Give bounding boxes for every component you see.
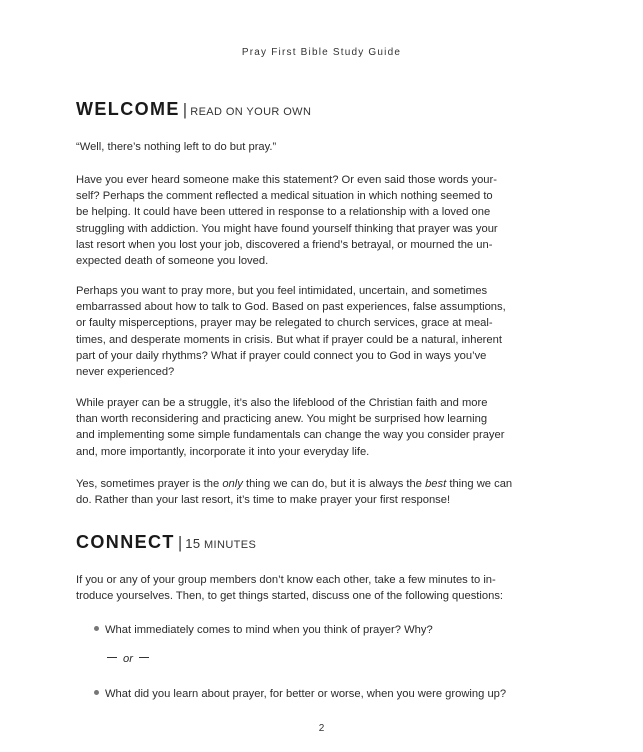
heading-divider: | xyxy=(182,100,188,119)
welcome-paragraph-3 xyxy=(76,395,556,460)
text-line: Have you ever heard someone make this statement? Or even said those words your- xyxy=(76,174,497,186)
emphasis-only: only xyxy=(222,478,243,490)
connect-heading xyxy=(76,532,256,553)
question-text: What immediately comes to mind when you think of prayer? Why? xyxy=(105,624,433,636)
page-number: 2 xyxy=(318,723,325,734)
connect-intro xyxy=(76,572,556,604)
text-line: embarrassed about how to talk to God. Based on past experiences, false assumptions, xyxy=(76,301,506,314)
duration-unit: MINUTES xyxy=(203,539,257,551)
or-text: or xyxy=(123,653,133,665)
welcome-paragraph-2 xyxy=(76,283,556,380)
question-1 xyxy=(94,622,433,638)
emphasis-best: best xyxy=(425,478,447,490)
text-run: Yes, sometimes prayer is the xyxy=(76,478,223,490)
quote-line: “Well, there’s nothing left to do but pray.” xyxy=(76,141,277,153)
text-line: times, and desperate moments in crisis. But what if prayer could be a natural, inherent xyxy=(76,333,502,346)
text-line: part of your daily rhythms? What if prayer could connect you to God in ways you’ve xyxy=(76,349,487,362)
text-line xyxy=(76,476,556,492)
question-2 xyxy=(94,686,506,702)
welcome-paragraph-1 xyxy=(76,172,556,269)
text-line: never experienced? xyxy=(76,366,175,379)
text-line: If you or any of your group members don’t know each other, take a few minutes to in- xyxy=(76,574,496,586)
running-head: Pray First Bible Study Guide xyxy=(241,47,402,58)
text-line: and implementing some simple fundamentals can change the way you consider prayer xyxy=(76,429,505,442)
welcome-quote xyxy=(76,139,556,155)
duration-number: 15 xyxy=(185,536,201,551)
text-run: thing we can do, but it is always the xyxy=(242,478,426,490)
text-line: struggling with addiction. You might have found yourself thinking that prayer was your xyxy=(76,222,498,235)
text-line: do. Rather than your last resort, it’s time to make prayer your first response! xyxy=(76,494,451,507)
text-line: and, more importantly, incorporate it into your everyday life. xyxy=(76,445,370,458)
welcome-paragraph-4 xyxy=(76,476,556,508)
text-line: than worth reconsidering and practicing anew. You might be surprised how learning xyxy=(76,413,488,426)
text-run: thing we can xyxy=(446,478,513,490)
connect-title: CONNECT xyxy=(76,532,175,552)
text-line: self? Perhaps the comment reflected a medical situation in which nothing seemed to xyxy=(76,190,493,203)
text-line: or faulty misperceptions, prayer may be relegated to church services, grace at meal- xyxy=(76,317,493,330)
welcome-title: WELCOME xyxy=(76,99,180,119)
text-line: While prayer can be a struggle, it’s also the lifeblood of the Christian faith and more xyxy=(76,397,488,409)
text-line: Perhaps you want to pray more, but you feel intimidated, uncertain, and sometimes xyxy=(76,285,488,297)
bullet-icon xyxy=(94,626,99,631)
text-line: last resort when you lost your job, discovered a friend’s betrayal, or mourned the un- xyxy=(76,238,493,251)
welcome-heading xyxy=(76,99,311,120)
heading-divider: | xyxy=(177,533,183,552)
or-separator xyxy=(107,653,149,665)
connect-duration xyxy=(185,536,257,551)
text-line: be helping. It could have been uttered in response to a relationship with a loved one xyxy=(76,206,491,219)
text-line: expected death of someone you loved. xyxy=(76,255,269,268)
bullet-icon xyxy=(94,690,99,695)
welcome-subtitle: READ ON YOUR OWN xyxy=(190,106,312,118)
text-line: troduce yourselves. Then, to get things started, discuss one of the following questions: xyxy=(76,590,504,603)
question-text: What did you learn about prayer, for better or worse, when you were growing up? xyxy=(105,688,507,700)
dash-icon xyxy=(139,657,149,658)
dash-icon xyxy=(107,657,117,658)
